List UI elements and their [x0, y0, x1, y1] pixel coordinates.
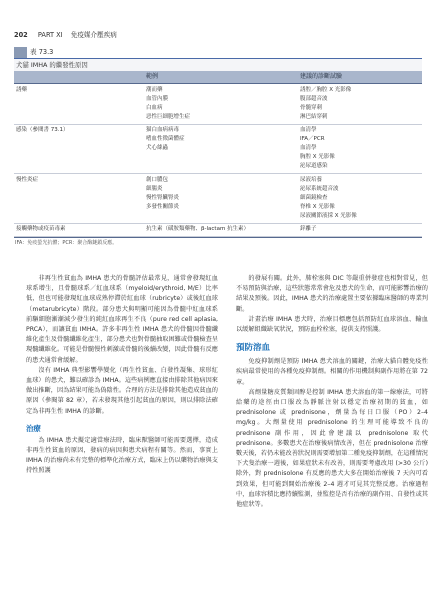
- table-73-3: [14, 47, 422, 248]
- table-cell-line: 猫白血病病毒: [146, 127, 180, 133]
- table-cell-line: 接觸藥物或疫苗毒素: [16, 226, 66, 232]
- table-cell-line: 創口膿包: [146, 176, 169, 183]
- table-body: [14, 84, 422, 237]
- table-header-examples: 範例: [146, 73, 159, 80]
- table-header-tests: 建議的診斷試驗: [300, 73, 343, 80]
- table-cell-cause: [14, 224, 134, 237]
- table-cell-examples: [134, 84, 264, 124]
- table-cell-tests: [264, 174, 422, 223]
- table-cell-line: 鋅離子: [300, 226, 317, 232]
- body-paragraph: 為 IMHA 患犬擬定適當療法時，臨床獸醫師可能需要選擇，造成非再生性貧血的原因，發病的病因與患犬病程有關等。然而，事實上 IMHA 的治療尚未有完整的標準化治療方式，臨床上仍以藥物治療與支持性照護: [26, 436, 218, 475]
- table-cell-line: 血清學: [300, 145, 317, 151]
- body-paragraph: 沒有 IMHA 典型影響學變化（再生性貧血、白發性凝集、球形紅血球）的患犬，難以確診為 IMHA。這些病例應直接由排除其他病因來做出推斷，因為結果可能為偽陰性。合理的方法是排除其他造成貧血的原因（參閱第 82 章），若未發現其他引起貧血的原因，則以排除法確定為非再生性 IMHA 的診斷。: [26, 366, 218, 415]
- table-row: [14, 224, 422, 238]
- table-cell-line: 泌尿道感染: [300, 163, 328, 169]
- table-cell-cause: [14, 174, 134, 223]
- table-cell-line: 惡性巨細胞增生症: [146, 113, 191, 120]
- table-cell-line: 感染（參閱書 73.1）: [16, 127, 69, 133]
- page-number: 202: [14, 31, 28, 39]
- table-cell-line: 尿液關節液採 X 光影像: [300, 212, 357, 219]
- running-head: [14, 29, 434, 41]
- table-cell-line: 慢性炎症: [16, 176, 39, 183]
- body-paragraph: 計畫治療 IMHA 患犬時，治療目標應包括預防紅血球溶血、輸血以緩解組織缺氧狀況，預防血栓栓塞，提供支持照護。: [236, 315, 428, 334]
- body-column-right: [236, 274, 428, 510]
- table-cell-line: 白血病: [146, 104, 163, 111]
- table-cell-line: 犬心絲蟲: [146, 145, 169, 151]
- table-cell-line: 泌尿系統超音波: [300, 185, 339, 192]
- table-row: [14, 174, 422, 224]
- section-heading: 預防溶血: [236, 343, 271, 354]
- table-header-row: [14, 71, 422, 84]
- body-paragraph: 免疫抑制劑是預防 IMHA 患犬溶血的關鍵，治療大貓自體免疫性疾病最常使用的各種免疫抑制劑。相關的作用機制與副作用將在第 72 章。: [236, 358, 428, 386]
- table-cell-line: 抗生素（磺胺類藥物、β-lactam 抗生素）: [146, 226, 250, 232]
- table-cell-examples: [134, 174, 264, 223]
- table-cell-tests: [264, 125, 422, 174]
- table-cell-line: 血管內膜: [146, 95, 169, 102]
- table-cell-cause: [14, 125, 134, 174]
- table-cell-line: 誘腔／胸腔 X 光影像: [300, 86, 352, 93]
- table-cell-line: 潮而藥: [146, 86, 163, 93]
- table-cell-examples: [134, 125, 264, 174]
- part-label: PART XI: [37, 31, 63, 39]
- table-row: [14, 84, 422, 125]
- table-caption: 犬貓 IMHA 的繼發性原因: [14, 58, 422, 71]
- table-cell-tests: [264, 224, 422, 237]
- table-cell-line: 骨髓穿刺: [300, 104, 323, 111]
- table-cell-line: 誘藥: [16, 86, 28, 93]
- section-heading: 治療: [26, 423, 41, 433]
- table-cell-line: IFA／PCR: [300, 136, 325, 142]
- table-cell-line: 尿液培養: [300, 176, 323, 183]
- table-cell-line: 脊椎 X 光影像: [300, 203, 335, 210]
- table-header-cause: [14, 71, 134, 83]
- table-title-row: [14, 47, 422, 58]
- body-column-left: [26, 274, 218, 477]
- body-paragraph: 非再生性貧血為 IMHA 患犬的骨髓評估最常見，通常會發現紅血球系增生，且骨髓球系／紅血球系（myeloid/erythroid, M/E）比率低，但也可能發現紅血球成熟停滯於紅血球（rubricyte）或後紅血球（metarubricyte）階段。部分患犬與明顯可能因為骨髓中紅血球系前驅細胞漸漸減少發生的純紅血球再生不良（pure red cell aplasia, PRCA），而讓貧血 IMHA。許多非再生性 IMHA 患犬的骨髓因骨髓纖維化產生及骨髓纖維化產生，部分患犬也對骨髓抽取困難或骨髓檢查呈現髓纖維化。可能是骨髓慢性刺激或骨髓的後續改變，因此骨髓有反應的患犬通常會緩解。: [26, 275, 218, 364]
- table-icon: [14, 47, 27, 58]
- table-cell-examples: [134, 224, 264, 237]
- table-cell-line: 血清學: [300, 127, 317, 133]
- table-cell-line: 細菌鏡檢查: [300, 194, 328, 201]
- chapter-title: 免疫媒介壓疾病: [70, 31, 117, 39]
- body-paragraph: 高劑量糖皮質類固醇是控制 IMHA 患犬溶血的第一線療法，可將給藥的途徑由口服改為靜脈注射以穩定治療初期的貧血，如 prednisolone 或 prednisone，劑量為每日口服（PO）2–4 mg/kg。大劑量使用 prednisolone 的生理可能導致不良的 prednisone 副作用，因此會建議以 prednisolone 取代 prednisone。多數患犬在治療後病情改善，但在 prednisolone 治療數天後，若仍未能改善狀況則需要增加第二種免疫抑制劑，在這種情況下犬隻治療一週後，如果症狀未有改善，則需要考慮改用 (>30 公斤) 除外，對 prednisolone 有反應的患犬大多在開始治療後 7 天內可看到效果，但可能到開始治療後 2–4 週才可見其完整反應。治療過程中，血球容積比應持續監測，並監控是否有治療的副作用、自發性或其他症狀等。: [236, 388, 428, 509]
- table-cell-cause: [14, 84, 134, 124]
- body-paragraph: 的發展有關。此外，肺栓塞與 DIC 等嚴重併發症也相對常見，但不易預防與治療，這些狀態常常會危及患犬的生命，而可能影響治療的結果及預後。因此，IMHA 患犬的治療處置主要依據臨床醫師的專業判斷。: [236, 275, 428, 313]
- table-row: [14, 125, 422, 175]
- table-cell-line: 慢性腎臟腎炎: [146, 194, 180, 201]
- table-cell-line: 嗜血性徵菌體症: [146, 136, 185, 142]
- table-cell-line: 淋巴結穿刺: [300, 113, 328, 120]
- table-cell-line: 胸腔 X 光影像: [300, 154, 335, 160]
- table-cell-line: 多發性關節炎: [146, 203, 180, 210]
- table-cell-tests: [264, 84, 422, 124]
- table-cell-line: 細腸炎: [146, 185, 163, 192]
- table-cell-line: 腹部超音波: [300, 95, 328, 102]
- table-footnote: IFA：免疫螢光抗體；PCR：聚合酶鏈鎖反應。: [14, 237, 422, 248]
- table-number: 表 73.3: [30, 48, 54, 56]
